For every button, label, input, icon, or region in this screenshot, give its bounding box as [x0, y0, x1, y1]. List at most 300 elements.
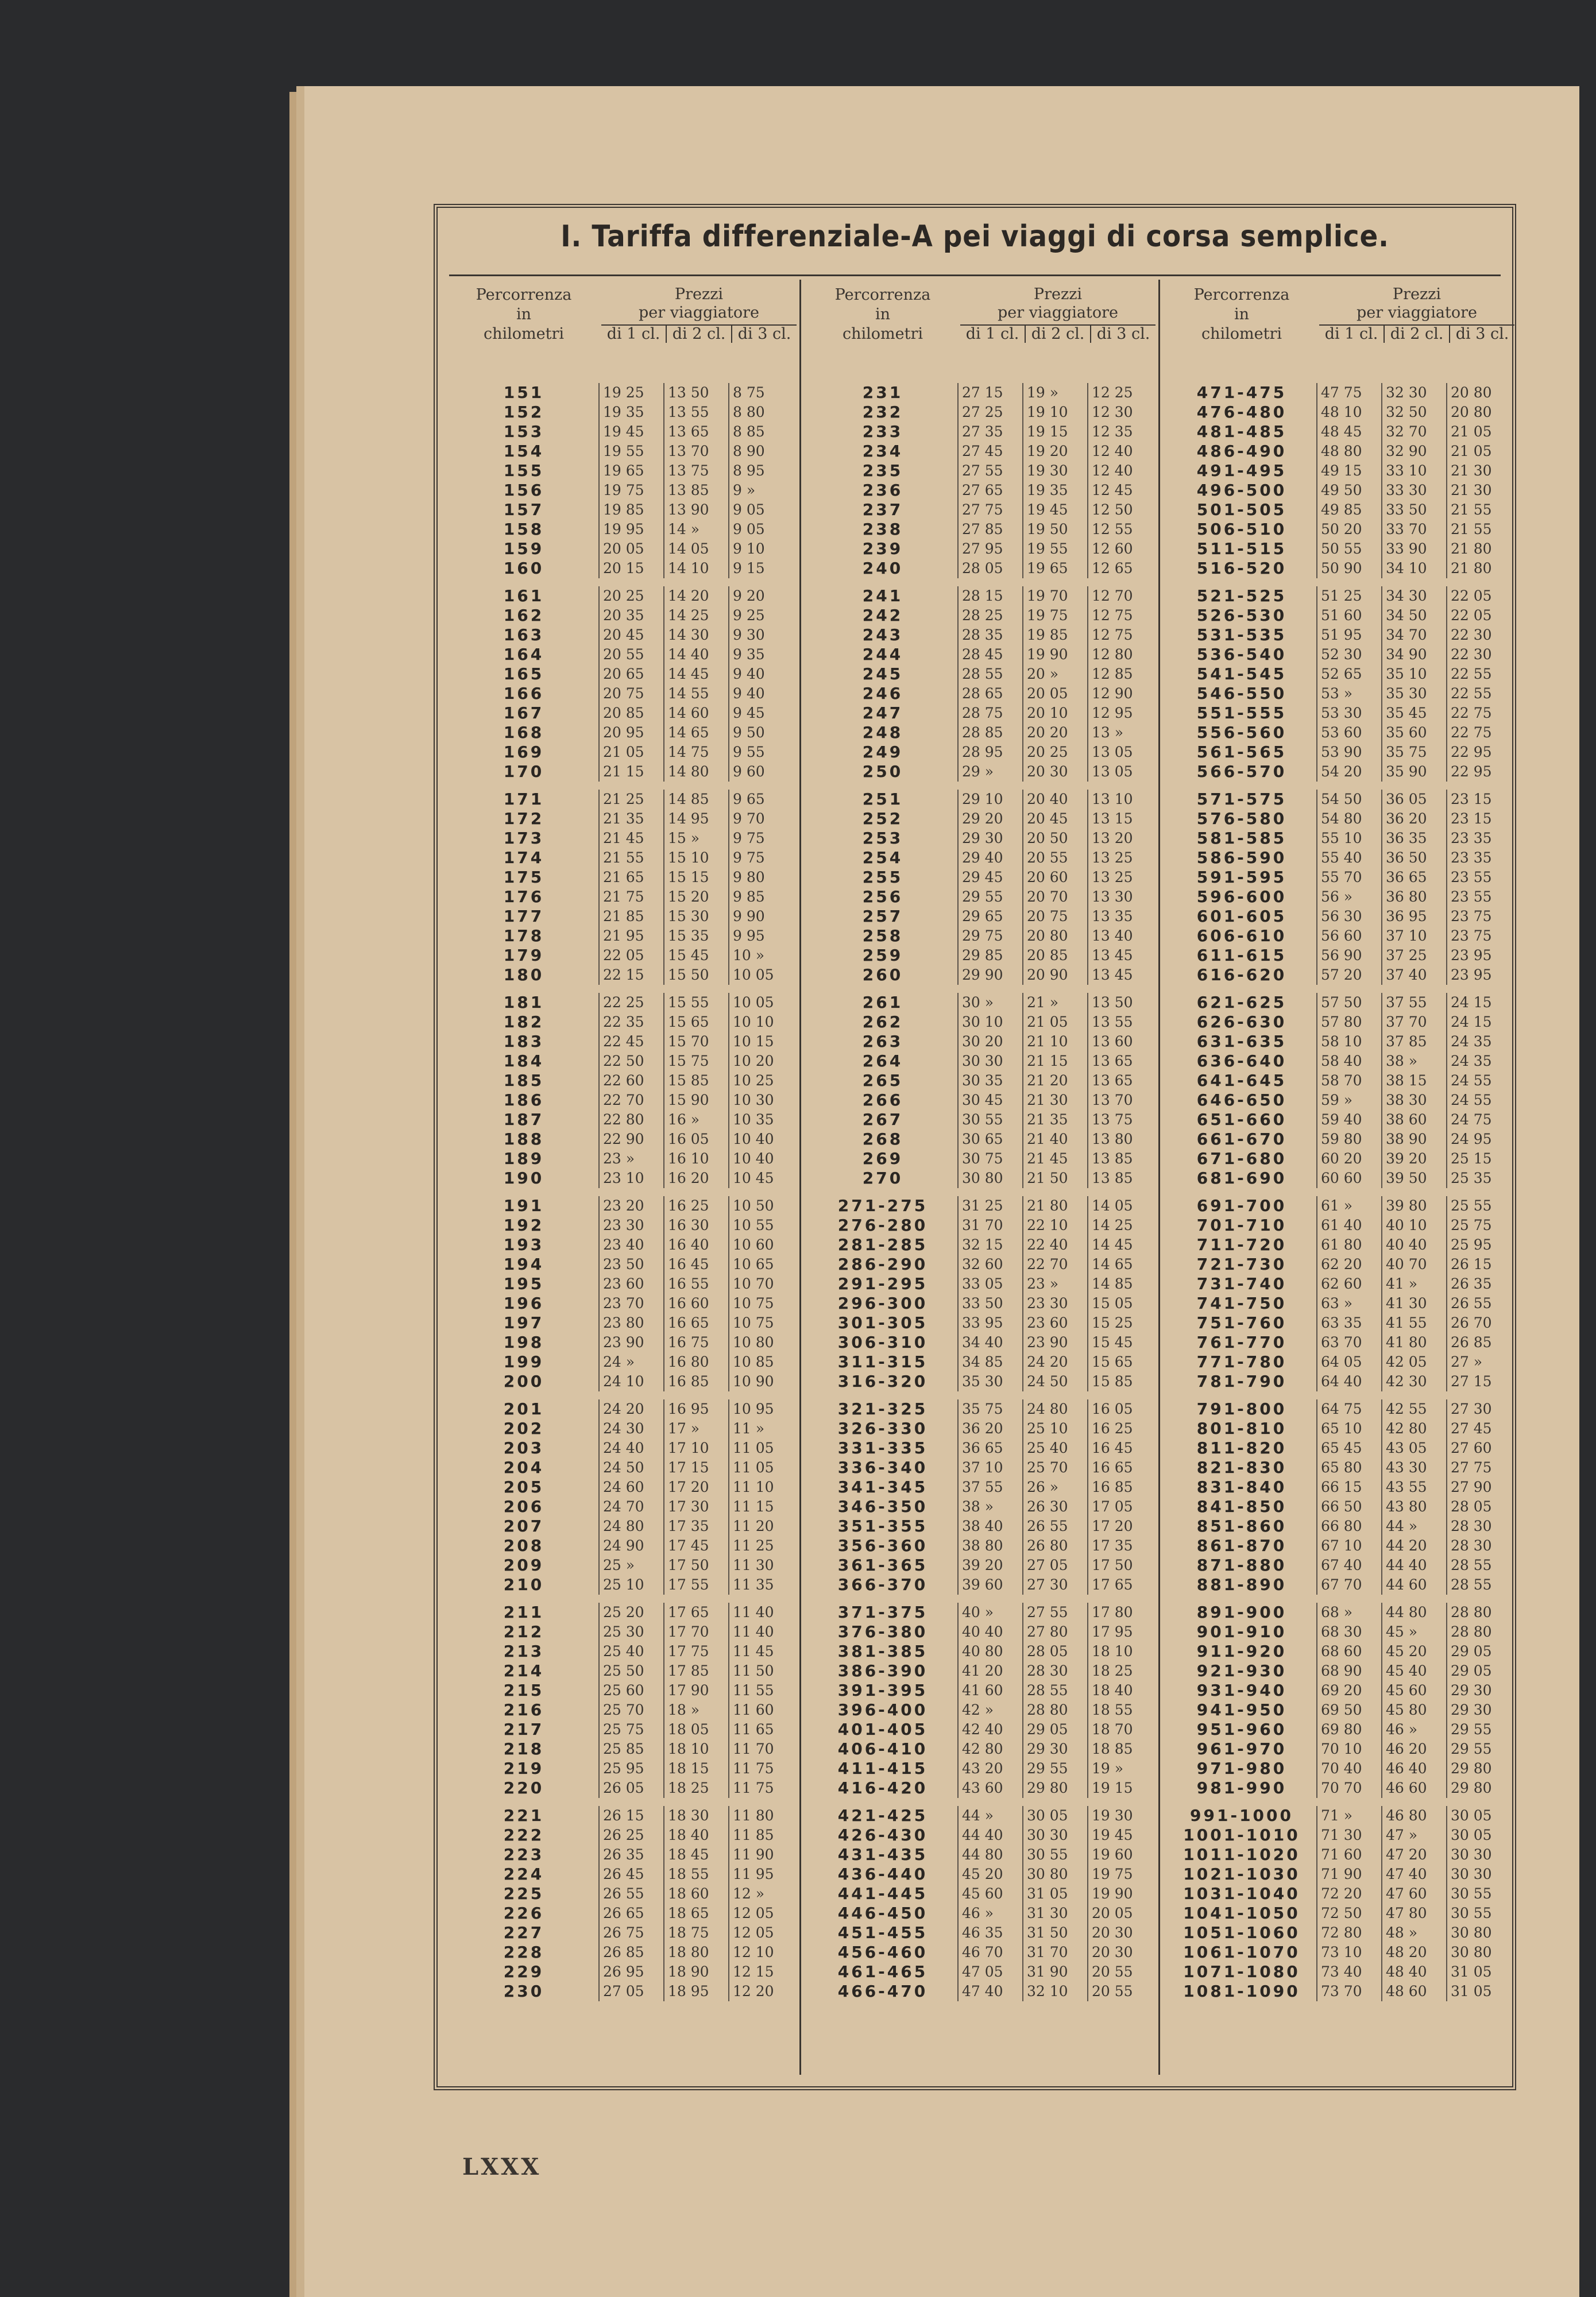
- price-3cl-cell: 11 05: [728, 1458, 793, 1478]
- table-row: [449, 684, 793, 703]
- table-row: [1167, 1962, 1511, 1982]
- price-3cl-cell: 11 50: [728, 1661, 793, 1681]
- table-row: [1167, 1739, 1511, 1759]
- price-3cl-cell: 21 55: [1446, 520, 1511, 539]
- distance-cell: 891-900: [1196, 1603, 1287, 1622]
- table-row: [808, 965, 1152, 985]
- distance-cell: 212: [503, 1622, 544, 1641]
- distance-cell: 401-405: [837, 1720, 928, 1739]
- price-3cl-cell: 12 80: [1087, 645, 1152, 664]
- price-2cl-cell: 36 80: [1381, 887, 1446, 907]
- price-3cl-cell: 20 80: [1446, 403, 1511, 422]
- price-3cl-cell: 20 55: [1087, 1982, 1152, 2001]
- price-3cl-cell: 13 10: [1087, 790, 1152, 809]
- price-3cl-cell: 8 85: [728, 422, 793, 442]
- price-1cl-cell: 19 95: [598, 520, 663, 539]
- distance-cell: 220: [503, 1778, 544, 1797]
- distance-cell: 731-740: [1196, 1274, 1287, 1293]
- distance-cell: 576-580: [1196, 809, 1287, 828]
- price-2cl-cell: 44 60: [1381, 1575, 1446, 1595]
- price-1cl-cell: 69 80: [1316, 1720, 1381, 1739]
- price-2cl-cell: 18 55: [663, 1865, 728, 1884]
- price-3cl-cell: 28 30: [1446, 1536, 1511, 1556]
- price-3cl-cell: 12 05: [728, 1923, 793, 1943]
- distance-cell: 811-820: [1196, 1438, 1287, 1457]
- price-3cl-cell: 28 55: [1446, 1575, 1511, 1595]
- distance-cell: 266: [862, 1091, 903, 1109]
- price-3cl-cell: 15 85: [1087, 1372, 1152, 1391]
- price-1cl-cell: 65 80: [1316, 1458, 1381, 1478]
- distance-cell: 416-420: [837, 1778, 928, 1797]
- distance-cell: 181: [503, 993, 544, 1012]
- page-title: I. Tariffa differenziale-A pei viaggi di corsa semplice.: [561, 219, 1389, 254]
- distance-cell: 316-320: [837, 1372, 928, 1391]
- price-2cl-cell: 30 30: [1022, 1826, 1087, 1845]
- price-1cl-cell: 27 75: [957, 500, 1022, 520]
- distance-cell: 179: [503, 946, 544, 965]
- price-3cl-cell: 13 20: [1087, 829, 1152, 848]
- distance-cell: 671-680: [1196, 1149, 1287, 1168]
- price-3cl-cell: 10 »: [728, 946, 793, 965]
- price-1cl-cell: 19 85: [598, 500, 663, 520]
- price-2cl-cell: 42 30: [1381, 1372, 1446, 1391]
- price-1cl-cell: 20 15: [598, 559, 663, 578]
- price-3cl-cell: 11 95: [728, 1865, 793, 1884]
- price-2cl-cell: 22 40: [1022, 1235, 1087, 1255]
- price-1cl-cell: 56 90: [1316, 946, 1381, 965]
- price-3cl-cell: 23 15: [1446, 790, 1511, 809]
- price-1cl-cell: 24 30: [598, 1419, 663, 1438]
- table-row: [1167, 559, 1511, 578]
- price-1cl-cell: 27 15: [957, 383, 1022, 403]
- table-row: [808, 829, 1152, 848]
- price-1cl-cell: 39 20: [957, 1556, 1022, 1575]
- price-3cl-cell: 13 50: [1087, 993, 1152, 1012]
- price-2cl-cell: 20 05: [1022, 684, 1087, 703]
- price-1cl-cell: 48 80: [1316, 442, 1381, 461]
- distance-cell: 248: [862, 723, 903, 742]
- distance-cell: 156: [503, 481, 544, 500]
- table-row: [449, 520, 793, 539]
- price-1cl-cell: 19 35: [598, 403, 663, 422]
- distance-cell: 991-1000: [1190, 1806, 1293, 1825]
- table-row: [449, 907, 793, 926]
- table-row: [449, 1169, 793, 1188]
- price-3cl-cell: 10 60: [728, 1235, 793, 1255]
- price-1cl-cell: 27 85: [957, 520, 1022, 539]
- table-row: [808, 1982, 1152, 2001]
- table-row: [449, 1255, 793, 1274]
- price-2cl-cell: 35 60: [1381, 723, 1446, 743]
- distance-cell: 626-630: [1196, 1012, 1287, 1031]
- table-row: [1167, 1826, 1511, 1845]
- table-row: [449, 809, 793, 829]
- distance-cell: 366-370: [837, 1575, 928, 1594]
- table-row: [808, 500, 1152, 520]
- price-3cl-cell: 29 55: [1446, 1720, 1511, 1739]
- price-3cl-cell: 27 30: [1446, 1399, 1511, 1419]
- price-1cl-cell: 56 30: [1316, 907, 1381, 926]
- price-2cl-cell: 43 05: [1381, 1438, 1446, 1458]
- distance-cell: 222: [503, 1826, 544, 1844]
- price-2cl-cell: 30 80: [1022, 1865, 1087, 1884]
- table-row: [449, 1806, 793, 1826]
- distance-cell: 546-550: [1196, 684, 1287, 703]
- table-row: [1167, 1399, 1511, 1419]
- price-1cl-cell: 42 »: [957, 1700, 1022, 1720]
- price-3cl-cell: 17 95: [1087, 1622, 1152, 1642]
- price-3cl-cell: 10 35: [728, 1110, 793, 1130]
- distance-cell: 1001-1010: [1183, 1826, 1300, 1844]
- distance-cell: 596-600: [1196, 887, 1287, 906]
- price-3cl-cell: 12 95: [1087, 703, 1152, 723]
- distance-cell: 721-730: [1196, 1255, 1287, 1274]
- price-3cl-cell: 10 75: [728, 1313, 793, 1333]
- price-2cl-cell: 37 25: [1381, 946, 1446, 965]
- table-row: [808, 868, 1152, 887]
- price-2cl-cell: 36 35: [1381, 829, 1446, 848]
- distance-cell: 167: [503, 703, 544, 722]
- price-1cl-cell: 51 60: [1316, 606, 1381, 625]
- price-3cl-cell: 13 15: [1087, 809, 1152, 829]
- distance-cell: 236: [862, 481, 903, 500]
- table-row: [449, 645, 793, 664]
- distance-cell: 701-710: [1196, 1216, 1287, 1235]
- distance-cell: 571-575: [1196, 790, 1287, 809]
- distance-cell: 971-980: [1196, 1759, 1287, 1778]
- table-row: [1167, 625, 1511, 645]
- table-row: [808, 1438, 1152, 1458]
- price-2cl-cell: 22 70: [1022, 1255, 1087, 1274]
- percorrenza-header: Percorrenza in chilometri: [834, 286, 931, 343]
- price-1cl-cell: 24 »: [598, 1352, 663, 1372]
- price-2cl-cell: 14 80: [663, 762, 728, 782]
- price-2cl-cell: 46 80: [1381, 1806, 1446, 1826]
- price-1cl-cell: 63 70: [1316, 1333, 1381, 1352]
- distance-cell: 205: [503, 1478, 544, 1496]
- price-1cl-cell: 22 05: [598, 946, 663, 965]
- distance-cell: 396-400: [837, 1700, 928, 1719]
- price-3cl-cell: 30 55: [1446, 1884, 1511, 1904]
- price-1cl-cell: 21 75: [598, 887, 663, 907]
- price-1cl-cell: 47 05: [957, 1962, 1022, 1982]
- table-row: [449, 1517, 793, 1536]
- price-1cl-cell: 29 55: [957, 887, 1022, 907]
- price-1cl-cell: 24 70: [598, 1497, 663, 1517]
- table-row: [449, 500, 793, 520]
- distance-cell: 183: [503, 1032, 544, 1051]
- price-2cl-cell: 23 »: [1022, 1274, 1087, 1294]
- price-2cl-cell: 19 75: [1022, 606, 1087, 625]
- price-1cl-cell: 23 30: [598, 1216, 663, 1235]
- distance-cell: 210: [503, 1575, 544, 1594]
- price-2cl-cell: 37 40: [1381, 965, 1446, 985]
- distance-cell: 276-280: [837, 1216, 928, 1235]
- price-1cl-cell: 57 50: [1316, 993, 1381, 1012]
- distance-cell: 166: [503, 684, 544, 703]
- row-block: [449, 1603, 793, 1798]
- price-1cl-cell: 32 15: [957, 1235, 1022, 1255]
- price-1cl-cell: 21 25: [598, 790, 663, 809]
- table-row: [1167, 500, 1511, 520]
- table-row: [1167, 1622, 1511, 1642]
- table-row: [808, 926, 1152, 946]
- price-1cl-cell: 43 60: [957, 1778, 1022, 1798]
- price-2cl-cell: 31 70: [1022, 1943, 1087, 1962]
- table-row: [1167, 1603, 1511, 1622]
- row-block: [1167, 1399, 1511, 1595]
- price-3cl-cell: 20 05: [1087, 1904, 1152, 1923]
- price-2cl-cell: 18 »: [663, 1700, 728, 1720]
- class-1-header: di 1 cl.: [965, 325, 1019, 343]
- distance-cell: 196: [503, 1294, 544, 1313]
- distance-cell: 521-525: [1196, 586, 1287, 605]
- price-1cl-cell: 49 50: [1316, 481, 1381, 500]
- price-2cl-cell: 42 80: [1381, 1419, 1446, 1438]
- price-3cl-cell: 12 40: [1087, 442, 1152, 461]
- price-2cl-cell: 34 50: [1381, 606, 1446, 625]
- distance-cell: 911-920: [1196, 1642, 1287, 1661]
- price-3cl-cell: 26 35: [1446, 1274, 1511, 1294]
- price-1cl-cell: 28 45: [957, 645, 1022, 664]
- price-2cl-cell: 21 15: [1022, 1051, 1087, 1071]
- price-3cl-cell: 13 45: [1087, 946, 1152, 965]
- table-row: [808, 1235, 1152, 1255]
- price-3cl-cell: 28 55: [1446, 1556, 1511, 1575]
- price-3cl-cell: 28 05: [1446, 1497, 1511, 1517]
- price-2cl-cell: 14 85: [663, 790, 728, 809]
- table-row: [808, 809, 1152, 829]
- price-1cl-cell: 22 80: [598, 1110, 663, 1130]
- price-1cl-cell: 73 40: [1316, 1962, 1381, 1982]
- price-2cl-cell: 38 15: [1381, 1071, 1446, 1091]
- price-3cl-cell: 11 15: [728, 1497, 793, 1517]
- table-row: [449, 1904, 793, 1923]
- row-block: [808, 1399, 1152, 1595]
- distance-cell: 193: [503, 1235, 544, 1254]
- row-block: [1167, 1806, 1511, 2001]
- price-3cl-cell: 18 85: [1087, 1739, 1152, 1759]
- price-2cl-cell: 28 55: [1022, 1681, 1087, 1700]
- price-3cl-cell: 30 55: [1446, 1904, 1511, 1923]
- price-1cl-cell: 28 05: [957, 559, 1022, 578]
- table-row: [808, 1622, 1152, 1642]
- table-row: [449, 1720, 793, 1739]
- price-1cl-cell: 26 95: [598, 1962, 663, 1982]
- price-3cl-cell: 18 40: [1087, 1681, 1152, 1700]
- price-2cl-cell: 17 50: [663, 1556, 728, 1575]
- price-1cl-cell: 31 25: [957, 1196, 1022, 1216]
- table-row: [1167, 1091, 1511, 1110]
- row-block: [1167, 1196, 1511, 1391]
- distance-cell: 881-890: [1196, 1575, 1287, 1594]
- price-1cl-cell: 20 45: [598, 625, 663, 645]
- price-3cl-cell: 9 45: [728, 703, 793, 723]
- distance-cell: 168: [503, 723, 544, 742]
- price-2cl-cell: 21 30: [1022, 1091, 1087, 1110]
- price-3cl-cell: 10 15: [728, 1032, 793, 1051]
- price-1cl-cell: 25 50: [598, 1661, 663, 1681]
- row-block: [449, 790, 793, 985]
- table-row: [808, 1274, 1152, 1294]
- price-2cl-cell: 16 45: [663, 1255, 728, 1274]
- table-row: [449, 1681, 793, 1700]
- price-3cl-cell: 23 75: [1446, 907, 1511, 926]
- table-row: [1167, 1536, 1511, 1556]
- price-3cl-cell: 19 »: [1087, 1759, 1152, 1778]
- class-1-header: di 1 cl.: [1324, 325, 1378, 343]
- price-2cl-cell: 21 80: [1022, 1196, 1087, 1216]
- distance-cell: 201: [503, 1399, 544, 1418]
- price-2cl-cell: 17 45: [663, 1536, 728, 1556]
- price-2cl-cell: 32 70: [1381, 422, 1446, 442]
- price-1cl-cell: 64 40: [1316, 1372, 1381, 1391]
- price-2cl-cell: 17 15: [663, 1458, 728, 1478]
- distance-cell: 237: [862, 500, 903, 519]
- price-2cl-cell: 15 70: [663, 1032, 728, 1051]
- price-2cl-cell: 35 75: [1381, 743, 1446, 762]
- distance-cell: 801-810: [1196, 1419, 1287, 1438]
- price-1cl-cell: 25 85: [598, 1739, 663, 1759]
- price-2cl-cell: 27 80: [1022, 1622, 1087, 1642]
- table-row: [449, 887, 793, 907]
- price-2cl-cell: 32 90: [1381, 442, 1446, 461]
- price-3cl-cell: 14 65: [1087, 1255, 1152, 1274]
- price-2cl-cell: 17 »: [663, 1419, 728, 1438]
- price-2cl-cell: 27 55: [1022, 1603, 1087, 1622]
- price-3cl-cell: 10 70: [728, 1274, 793, 1294]
- price-2cl-cell: 17 35: [663, 1517, 728, 1536]
- price-1cl-cell: 33 50: [957, 1294, 1022, 1313]
- distance-cell: 218: [503, 1739, 544, 1758]
- price-3cl-cell: 13 45: [1087, 965, 1152, 985]
- price-3cl-cell: 22 05: [1446, 606, 1511, 625]
- distance-cell: 681-690: [1196, 1169, 1287, 1188]
- price-1cl-cell: 32 60: [957, 1255, 1022, 1274]
- price-3cl-cell: 16 85: [1087, 1478, 1152, 1497]
- price-3cl-cell: 20 80: [1446, 383, 1511, 403]
- price-1cl-cell: 28 95: [957, 743, 1022, 762]
- table-row: [449, 1642, 793, 1661]
- distance-cell: 152: [503, 403, 544, 421]
- price-3cl-cell: 22 30: [1446, 625, 1511, 645]
- price-1cl-cell: 65 45: [1316, 1438, 1381, 1458]
- price-3cl-cell: 26 15: [1446, 1255, 1511, 1274]
- price-2cl-cell: 33 10: [1381, 461, 1446, 481]
- table-row: [808, 520, 1152, 539]
- price-1cl-cell: 66 80: [1316, 1517, 1381, 1536]
- table-row: [1167, 1904, 1511, 1923]
- distance-cell: 431-435: [837, 1845, 928, 1864]
- table-row: [1167, 1169, 1511, 1188]
- table-row: [449, 403, 793, 422]
- distance-cell: 961-970: [1196, 1739, 1287, 1758]
- price-1cl-cell: 29 30: [957, 829, 1022, 848]
- row-block: [449, 1806, 793, 2001]
- distance-cell: 496-500: [1196, 481, 1287, 500]
- price-3cl-cell: 30 80: [1446, 1923, 1511, 1943]
- distance-cell: 256: [862, 887, 903, 906]
- distance-cell: 871-880: [1196, 1556, 1287, 1575]
- distance-cell: 174: [503, 848, 544, 867]
- table-row: [1167, 1700, 1511, 1720]
- price-2cl-cell: 46 60: [1381, 1778, 1446, 1798]
- distance-cell: 511-515: [1196, 539, 1287, 558]
- price-2cl-cell: 20 30: [1022, 762, 1087, 782]
- distance-cell: 162: [503, 606, 544, 625]
- prezzi-header: Prezzi per viaggiatore di 1 cl. di 2 cl. di 3 cl.: [960, 280, 1156, 343]
- table-row: [808, 1196, 1152, 1216]
- distance-cell: 186: [503, 1091, 544, 1109]
- price-3cl-cell: 26 70: [1446, 1313, 1511, 1333]
- distance-cell: 217: [503, 1720, 544, 1739]
- distance-cell: 182: [503, 1012, 544, 1031]
- table-row: [1167, 1806, 1511, 1826]
- distance-cell: 206: [503, 1497, 544, 1516]
- price-1cl-cell: 19 65: [598, 461, 663, 481]
- price-1cl-cell: 67 40: [1316, 1556, 1381, 1575]
- price-1cl-cell: 64 75: [1316, 1399, 1381, 1419]
- table-row: [1167, 1478, 1511, 1497]
- price-2cl-cell: 24 20: [1022, 1352, 1087, 1372]
- distance-cell: 1021-1030: [1183, 1865, 1300, 1884]
- price-1cl-cell: 30 20: [957, 1032, 1022, 1051]
- price-2cl-cell: 45 40: [1381, 1661, 1446, 1681]
- price-2cl-cell: 46 »: [1381, 1720, 1446, 1739]
- price-1cl-cell: 50 20: [1316, 520, 1381, 539]
- distance-cell: 175: [503, 868, 544, 887]
- price-1cl-cell: 21 05: [598, 743, 663, 762]
- distance-cell: 247: [862, 703, 903, 722]
- price-2cl-cell: 41 80: [1381, 1333, 1446, 1352]
- price-3cl-cell: 15 45: [1087, 1333, 1152, 1352]
- price-1cl-cell: 53 90: [1316, 743, 1381, 762]
- distance-cell: 281-285: [837, 1235, 928, 1254]
- price-2cl-cell: 18 10: [663, 1739, 728, 1759]
- price-2cl-cell: 20 60: [1022, 868, 1087, 887]
- table-row: [1167, 1313, 1511, 1333]
- table-row: [808, 1603, 1152, 1622]
- price-3cl-cell: 17 35: [1087, 1536, 1152, 1556]
- price-1cl-cell: 73 10: [1316, 1943, 1381, 1962]
- price-3cl-cell: 12 25: [1087, 383, 1152, 403]
- price-1cl-cell: 30 80: [957, 1169, 1022, 1188]
- price-3cl-cell: 11 75: [728, 1759, 793, 1778]
- page-number: LXXX: [462, 2153, 542, 2180]
- distance-cell: 207: [503, 1517, 544, 1536]
- price-2cl-cell: 15 35: [663, 926, 728, 946]
- price-3cl-cell: 15 65: [1087, 1352, 1152, 1372]
- price-2cl-cell: 18 65: [663, 1904, 728, 1923]
- price-3cl-cell: 24 15: [1446, 1012, 1511, 1032]
- price-2cl-cell: 47 40: [1381, 1865, 1446, 1884]
- price-2cl-cell: 20 55: [1022, 848, 1087, 868]
- distance-cell: 249: [862, 743, 903, 761]
- distance-cell: 187: [503, 1110, 544, 1129]
- table-row: [449, 1012, 793, 1032]
- distance-cell: 841-850: [1196, 1497, 1287, 1516]
- table-row: [1167, 1661, 1511, 1681]
- price-1cl-cell: 44 »: [957, 1806, 1022, 1826]
- price-2cl-cell: 16 55: [663, 1274, 728, 1294]
- table-row: [808, 1294, 1152, 1313]
- price-2cl-cell: 15 45: [663, 946, 728, 965]
- price-3cl-cell: 10 55: [728, 1216, 793, 1235]
- table-row: [1167, 1497, 1511, 1517]
- table-row: [1167, 1071, 1511, 1091]
- price-3cl-cell: 13 65: [1087, 1051, 1152, 1071]
- price-1cl-cell: 27 65: [957, 481, 1022, 500]
